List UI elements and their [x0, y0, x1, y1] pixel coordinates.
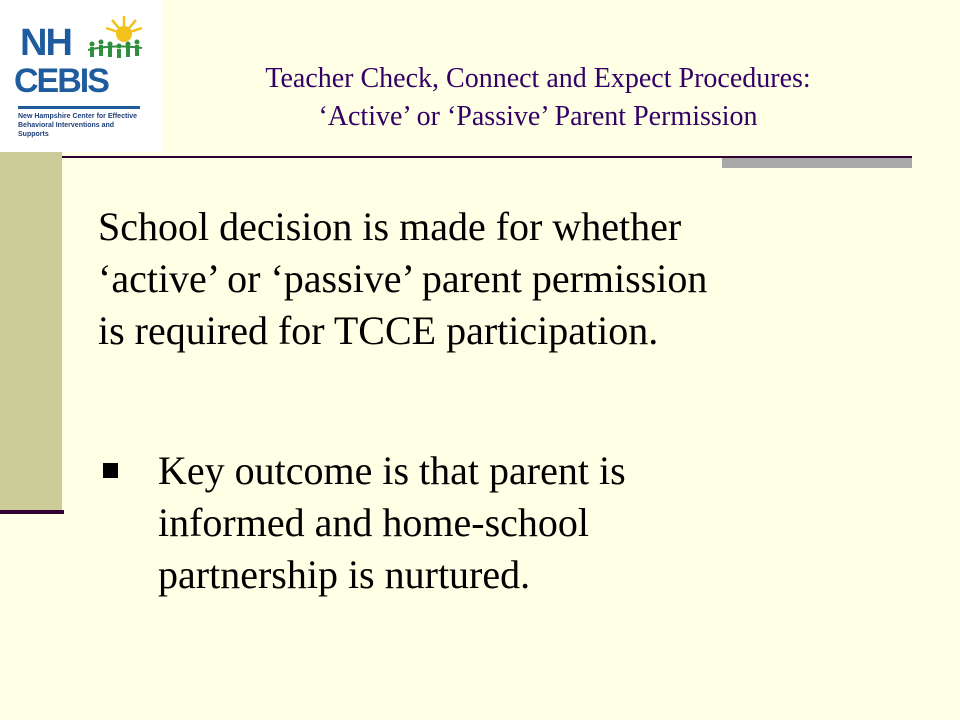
paragraph-line-3: is required for TCCE participation.	[98, 308, 659, 353]
logo-tagline	[18, 106, 140, 139]
paragraph-line-2: ‘active’ or ‘passive’ parent permission	[98, 256, 708, 301]
logo-tagline-line-2: Behavioral Interventions and Supports	[18, 122, 115, 138]
sun-people-icon	[84, 14, 144, 64]
square-bullet-icon	[103, 463, 118, 478]
title-line-1: Teacher Check, Connect and Expect Procedures:	[265, 63, 811, 94]
body-paragraph	[98, 201, 918, 357]
bullet-text	[158, 445, 918, 601]
logo-area	[0, 0, 163, 152]
left-accent-bar-edge	[0, 510, 64, 514]
logo-nh-text: NH	[20, 22, 71, 64]
nhcebis-logo	[12, 14, 144, 142]
title-rule-accent	[722, 158, 912, 168]
title-line-2: ‘Active’ or ‘Passive’ Parent Permission	[318, 101, 758, 132]
bullet-line-1: Key outcome is that parent is	[158, 448, 626, 493]
logo-cebis-text: CEBIS	[14, 62, 108, 100]
logo-tagline-line-1: New Hampshire Center for Effective	[18, 113, 138, 120]
bullet-line-3: partnership is nurtured.	[158, 552, 531, 597]
left-accent-bar	[0, 152, 62, 510]
paragraph-line-1: School decision is made for whether	[98, 204, 682, 249]
slide-title	[163, 60, 913, 136]
bullet-line-2: informed and home-school	[158, 500, 589, 545]
